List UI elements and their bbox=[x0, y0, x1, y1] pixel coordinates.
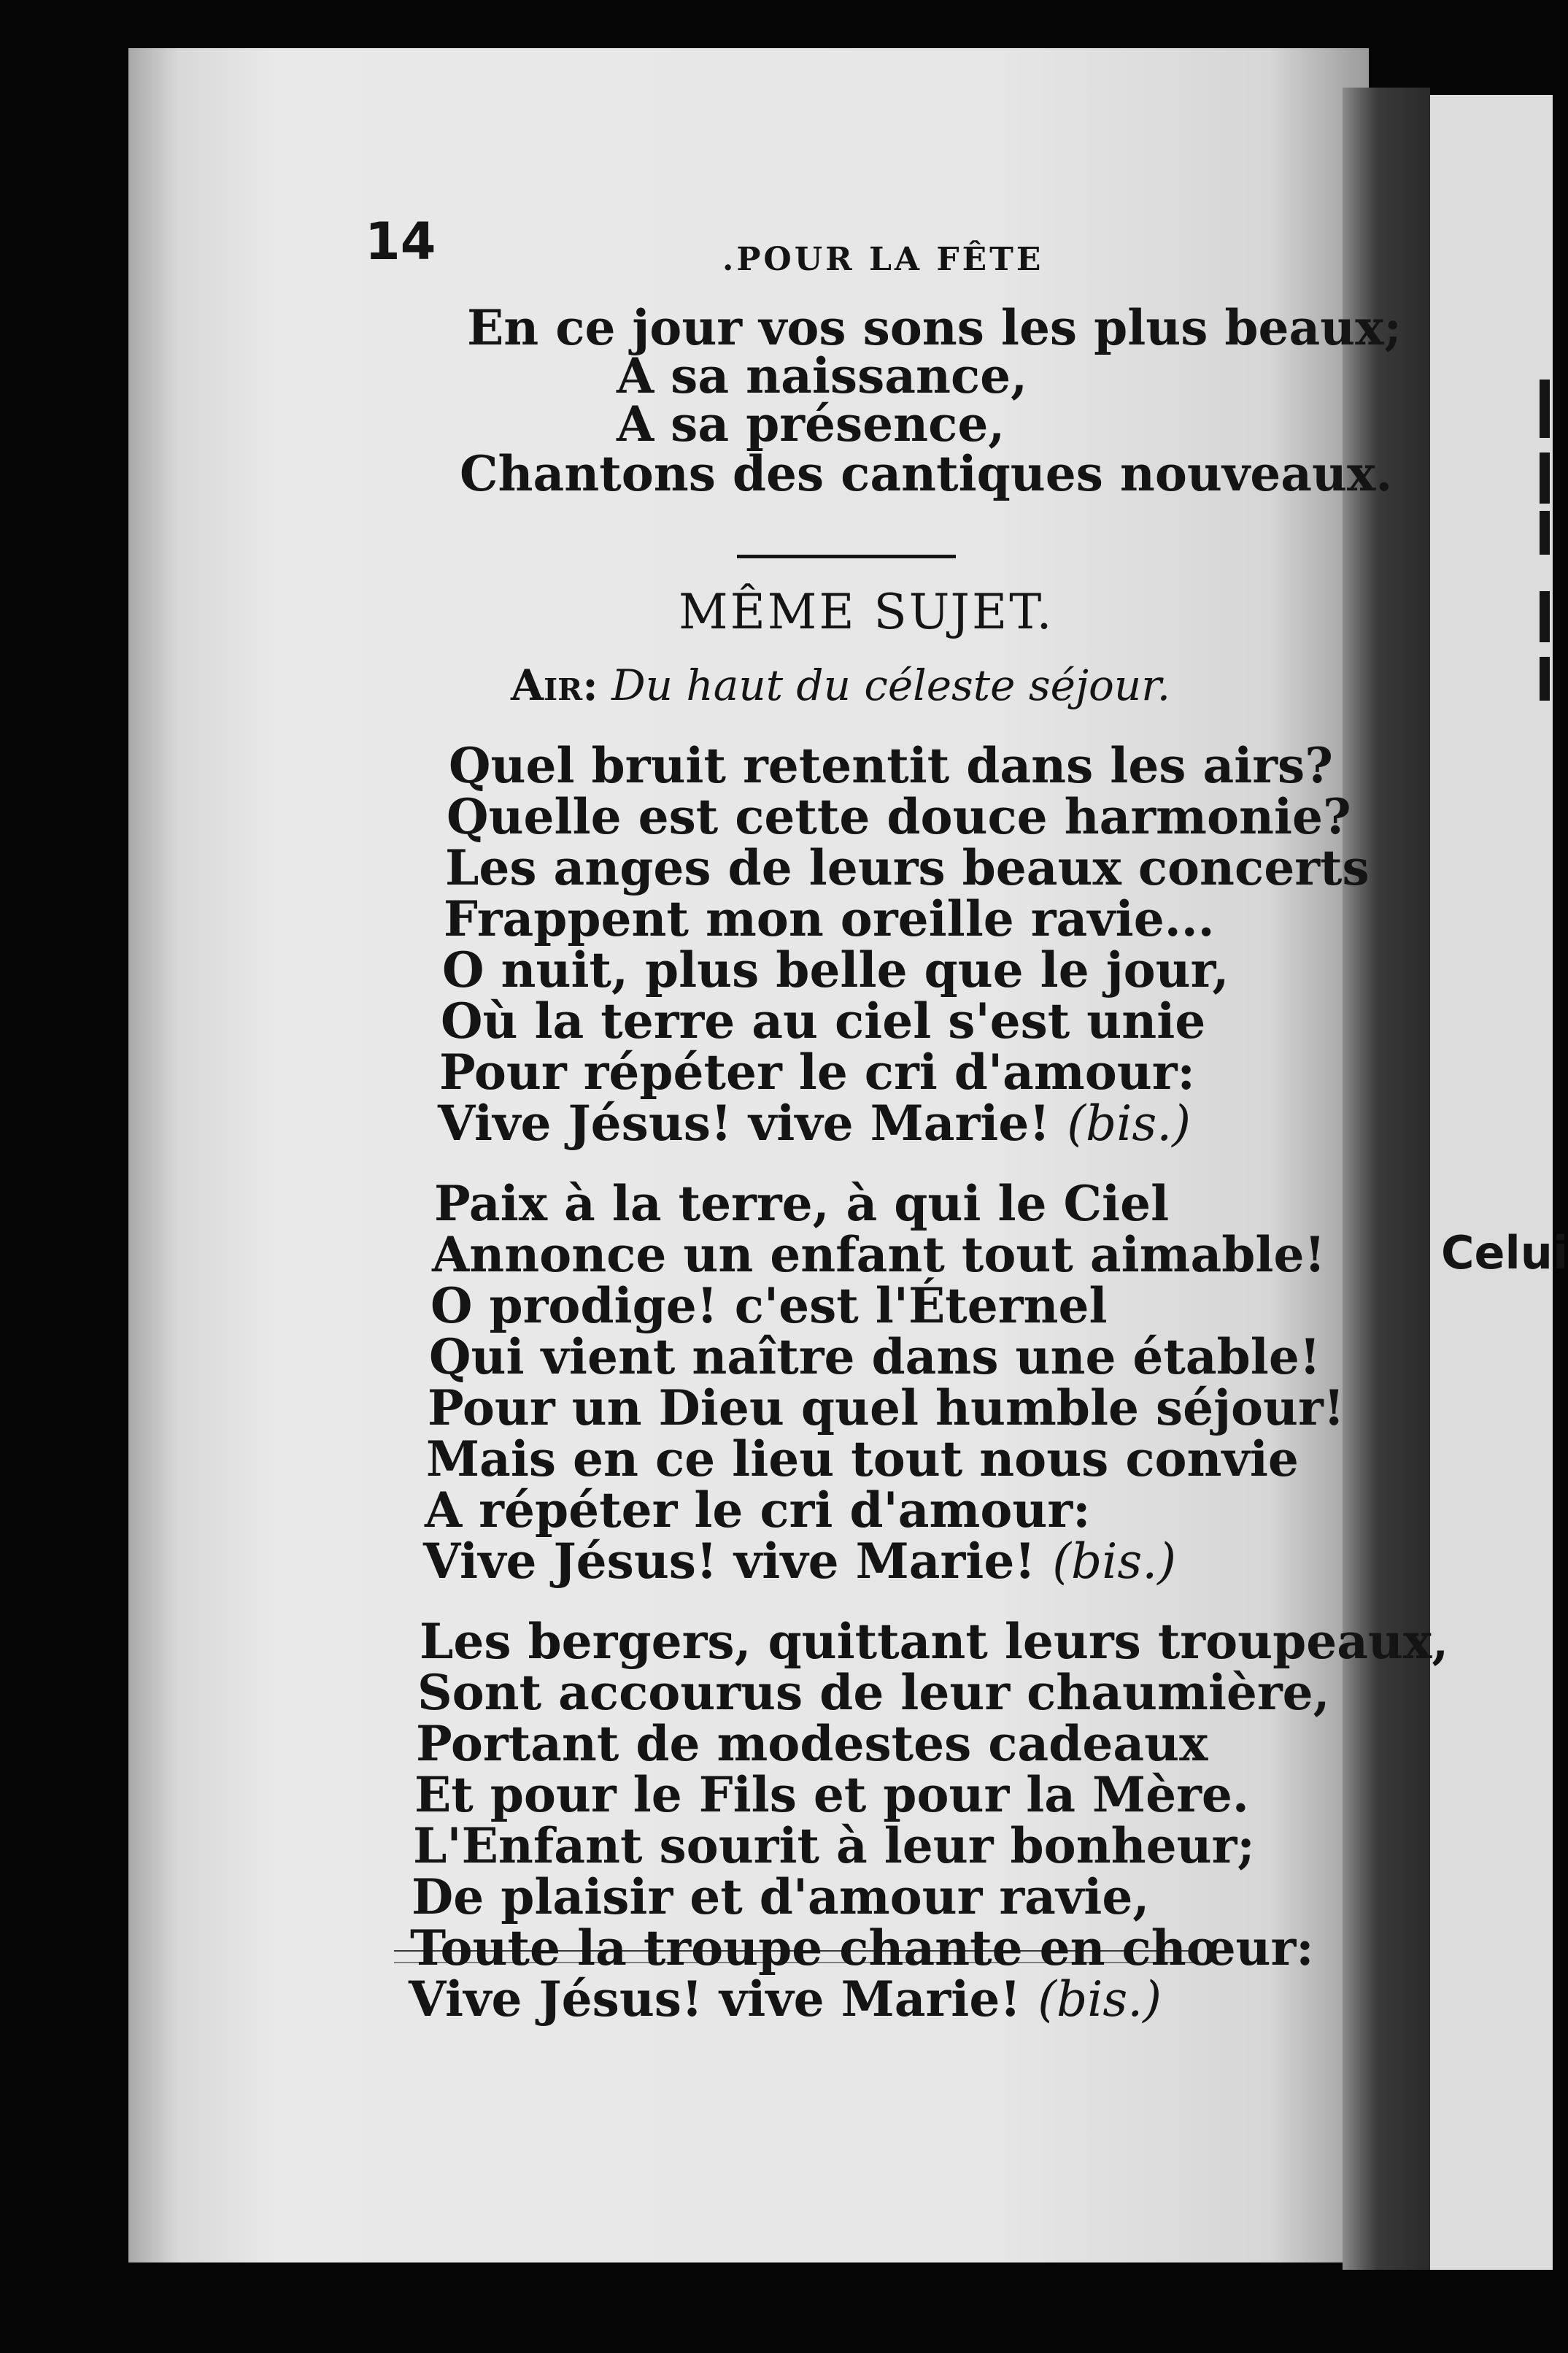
refrain-line bbox=[438, 1095, 1191, 1152]
facing-page-glyph bbox=[1540, 591, 1550, 642]
refrain-text: Vive Jésus! vive Marie! bbox=[409, 1971, 1021, 2027]
verse-line: Portant de modestes cadeaux bbox=[416, 1715, 1208, 1772]
verse-line: Chantons des cantiques nouveaux. bbox=[460, 445, 1393, 502]
verse-line: O prodige! c'est l'Éternel bbox=[430, 1277, 1108, 1334]
verse-line: Sont accourus de leur chaumière, bbox=[417, 1664, 1330, 1721]
refrain-line bbox=[409, 1971, 1162, 2027]
verse-line: A répéter le cri d'amour: bbox=[425, 1482, 1091, 1538]
verse-line: Pour un Dieu quel humble séjour! bbox=[428, 1379, 1345, 1436]
verse-line: Et pour le Fils et pour la Mère. bbox=[414, 1766, 1249, 1823]
verse-line: Paix à la terre, à qui le Ciel bbox=[434, 1175, 1170, 1232]
verse-line: Toute la troupe chante en chœur: bbox=[410, 1919, 1314, 1976]
refrain-text: Vive Jésus! vive Marie! bbox=[438, 1095, 1051, 1152]
refrain-text: Vive Jésus! vive Marie! bbox=[423, 1533, 1036, 1590]
verse-line: Annonce un enfant tout aimable! bbox=[432, 1226, 1326, 1283]
refrain-line bbox=[423, 1533, 1176, 1590]
page-number: 14 bbox=[365, 212, 436, 272]
facing-page-glyph bbox=[1540, 380, 1550, 438]
facing-page-glyph bbox=[1540, 452, 1550, 504]
facing-page-glyph bbox=[1540, 657, 1550, 701]
verse-line: L'Enfant sourit à leur bonheur; bbox=[413, 1817, 1255, 1874]
verse-line: Les anges de leurs beaux concerts bbox=[445, 839, 1370, 896]
air-label: Air: bbox=[511, 661, 598, 710]
verse-line: Les bergers, quittant leurs troupeaux, bbox=[420, 1613, 1449, 1670]
verse-line: En ce jour vos sons les plus beaux; bbox=[467, 299, 1402, 356]
verse-line: Où la terre au ciel s'est unie bbox=[441, 993, 1206, 1050]
facing-page-edge bbox=[1430, 95, 1553, 2270]
verse-line: Qui vient naître dans une étable! bbox=[429, 1328, 1321, 1385]
bis-mark: (bis.) bbox=[1067, 1095, 1191, 1152]
running-title: .POUR LA FÊTE bbox=[722, 241, 1044, 278]
verse-line: O nuit, plus belle que le jour, bbox=[442, 941, 1229, 998]
verse-line: A sa naissance, bbox=[617, 347, 1028, 404]
air-indication bbox=[511, 661, 1170, 710]
verse-line: Frappent mon oreille ravie... bbox=[444, 890, 1215, 947]
air-tune: Du haut du céleste séjour. bbox=[611, 661, 1171, 710]
section-divider bbox=[737, 555, 956, 558]
verse-line: Pour répéter le cri d'amour: bbox=[439, 1044, 1195, 1101]
page-gutter-shadow bbox=[1343, 88, 1430, 2270]
verse-line: Quel bruit retentit dans les airs? bbox=[449, 737, 1333, 794]
section-title: MÊME SUJET. bbox=[679, 584, 1054, 640]
verse-line: De plaisir et d'amour ravie, bbox=[412, 1868, 1150, 1925]
facing-page-glyph bbox=[1540, 511, 1550, 555]
verse-line: A sa présence, bbox=[617, 396, 1005, 452]
bis-mark: (bis.) bbox=[1038, 1971, 1162, 2027]
verse-line: Mais en ce lieu tout nous convie bbox=[426, 1430, 1299, 1487]
bis-mark: (bis.) bbox=[1052, 1533, 1176, 1590]
facing-page-word: Celui bbox=[1441, 1226, 1568, 1279]
verse-line: Quelle est cette douce harmonie? bbox=[447, 788, 1351, 845]
